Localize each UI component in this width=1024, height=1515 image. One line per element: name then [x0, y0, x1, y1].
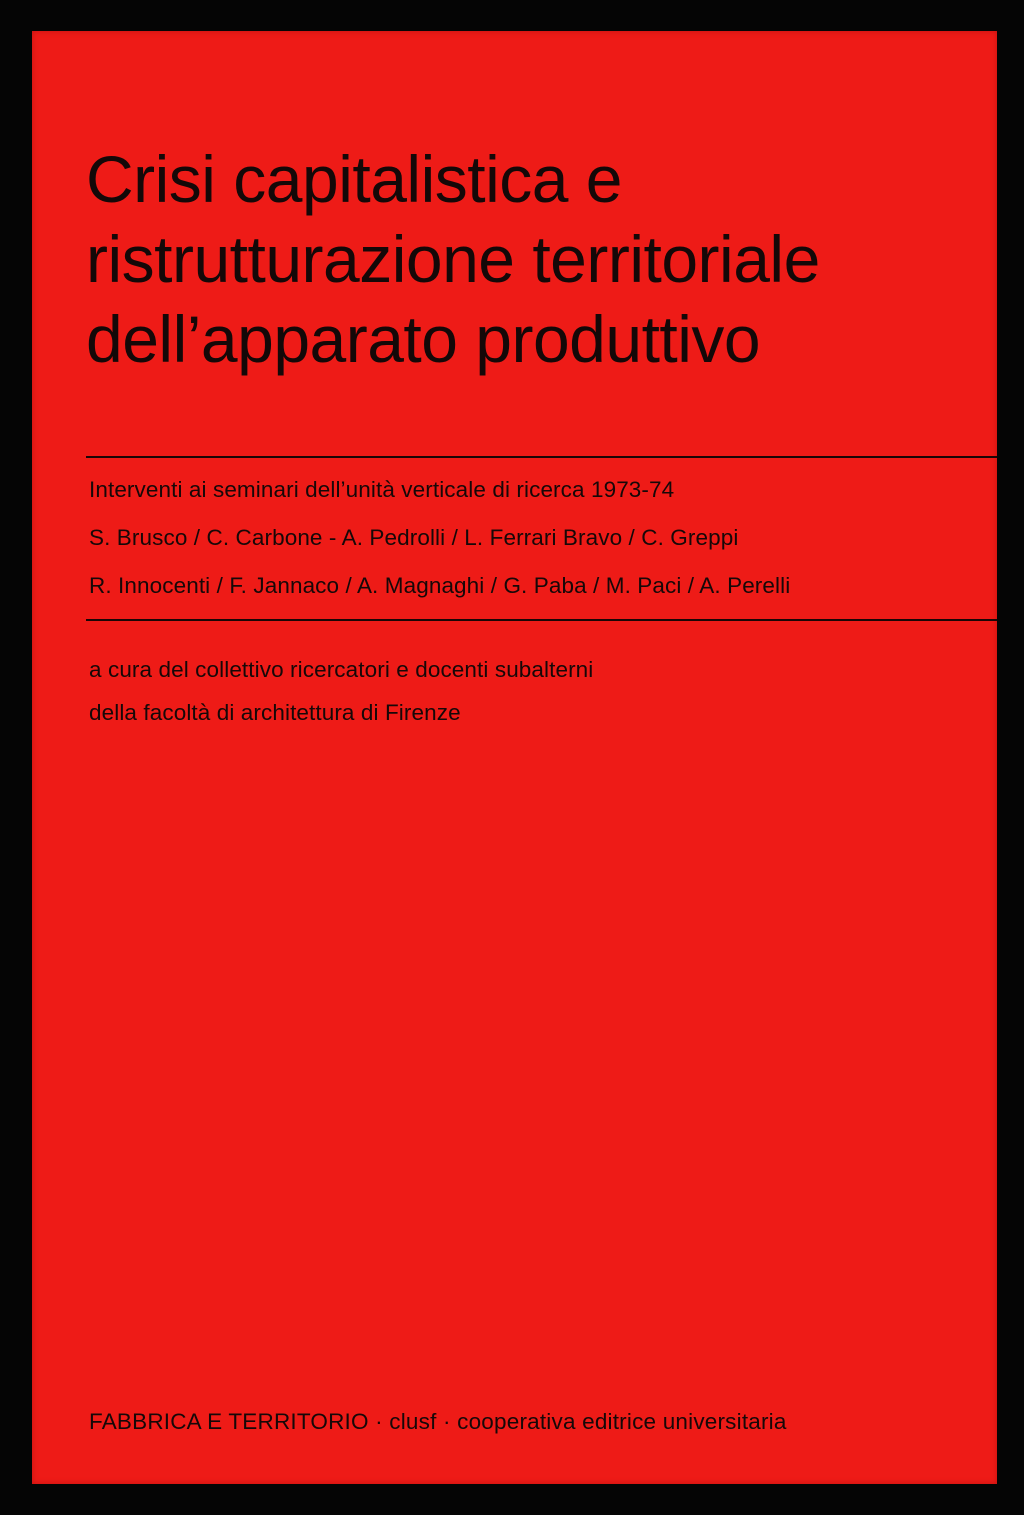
title-line-3: dell’apparato produttivo: [86, 302, 761, 376]
publisher-line: FABBRICA E TERRITORIO · clusf · cooperativa editrice universitaria: [89, 1409, 787, 1434]
editors-line-1: a cura del collettivo ricercatori e docenti subalterni: [89, 657, 594, 682]
book-cover: [32, 31, 997, 1484]
editors-line-2: della facoltà di architettura di Firenze: [89, 700, 461, 725]
top-divider: [86, 456, 997, 458]
authors-line-2: R. Innocenti / F. Jannaco / A. Magnaghi / G. Paba / M. Paci / A. Perelli: [89, 573, 791, 598]
authors-line-1: S. Brusco / C. Carbone - A. Pedrolli / L. Ferrari Bravo / C. Greppi: [89, 525, 739, 550]
title-line-1: Crisi capitalistica e: [86, 142, 622, 216]
book-title: [86, 139, 820, 379]
bottom-divider: [86, 619, 997, 621]
subtitle: Interventi ai seminari dell’unità verticale di ricerca 1973-74: [89, 477, 675, 502]
title-line-2: ristrutturazione territoriale: [86, 222, 820, 296]
